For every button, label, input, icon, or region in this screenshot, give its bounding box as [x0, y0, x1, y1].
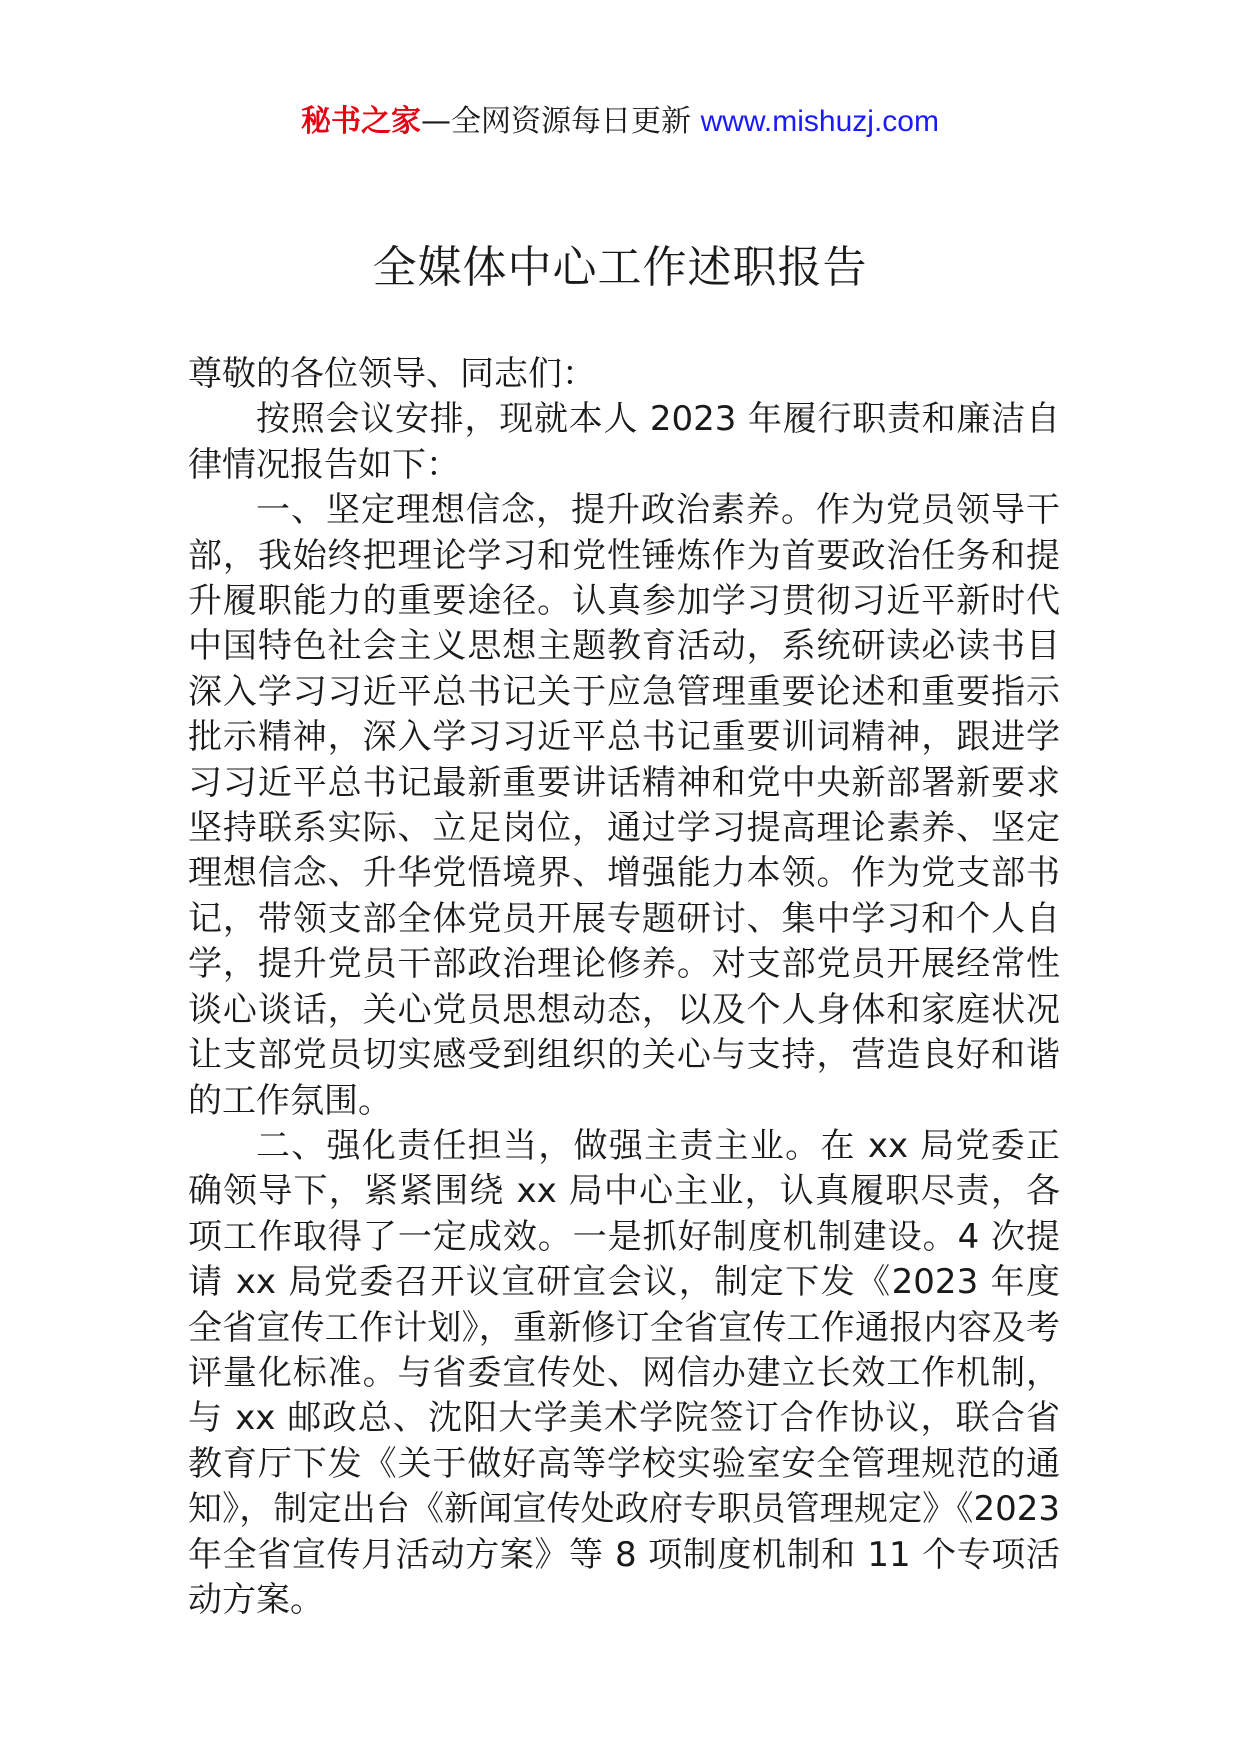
section-2-heading: 二、强化责任担当，做强主责主业。	[256, 1125, 821, 1166]
site-brand: 秘书之家	[301, 104, 422, 139]
salutation: 尊敬的各位领导、同志们：	[188, 354, 596, 394]
section-2-paragraph	[188, 1124, 1060, 1623]
site-url-link[interactable]: www.mishuzj.com	[700, 105, 939, 138]
section-1-paragraph	[188, 488, 1060, 1124]
section-1-text: 作为党员领导干部，我始终把理论学习和党性锤炼作为首要政治任务和提升履职能力的重要途径。认真参加学习贯彻习近平新时代中国特色社会主义思想主题教育活动，系统研读必读书目深入学习习近平总书记关于应急管理重要论述和重要指示批示精神，深入学习习近平总书记重要训词精神，跟进学习习近平总书记最新重要讲话精神和党中央新部署新要求坚持联系实际、立足岗位，通过学习提高理论素养、坚定理想信念、升华党悟境界、增强能力本领。作为党支部书记，带领支部全体党员开展专题研讨、集中学习和个人自学，提升党员干部政治理论修养。对支部党员开展经常性谈心谈话，关心党员思想动态，以及个人身体和家庭状况让支部党员切实感受到组织的关心与支持，营造良好和谐的工作氛围。	[188, 490, 1060, 1121]
site-header	[0, 100, 1240, 144]
document-body	[188, 352, 1060, 1623]
intro-paragraph: 按照会议安排，现就本人 2023 年履行职责和廉洁自律情况报告如下：	[188, 399, 1060, 485]
site-slogan: —全网资源每日更新	[421, 104, 701, 139]
section-1-heading: 一、坚定理想信念，提升政治素养。	[256, 490, 816, 531]
section-2-text: 在 xx 局党委正确领导下，紧紧围绕 xx 局中心主业，认真履职尽责，各项工作取得了一定成效。一是抓好制度机制建设。4 次提请 xx 局党委召开议宣研宣会议，制定下发《2023 年度全省宣传工作计划》，重新修订全省宣传工作通报内容及考评量化标准。与省委宣传处、网信办建立长效工作机制，与 xx 邮政总、沈阳大学美术学院签订合作协议，联合省教育厅下发《关于做好高等学校实验室安全管理规范的通知》，制定出台《新闻宣传处政府专职员管理规定》《2023 年全省宣传月活动方案》等 8 项制度机制和 11 个专项活动方案。	[188, 1125, 1061, 1620]
document-title: 全媒体中心工作述职报告	[372, 242, 868, 293]
